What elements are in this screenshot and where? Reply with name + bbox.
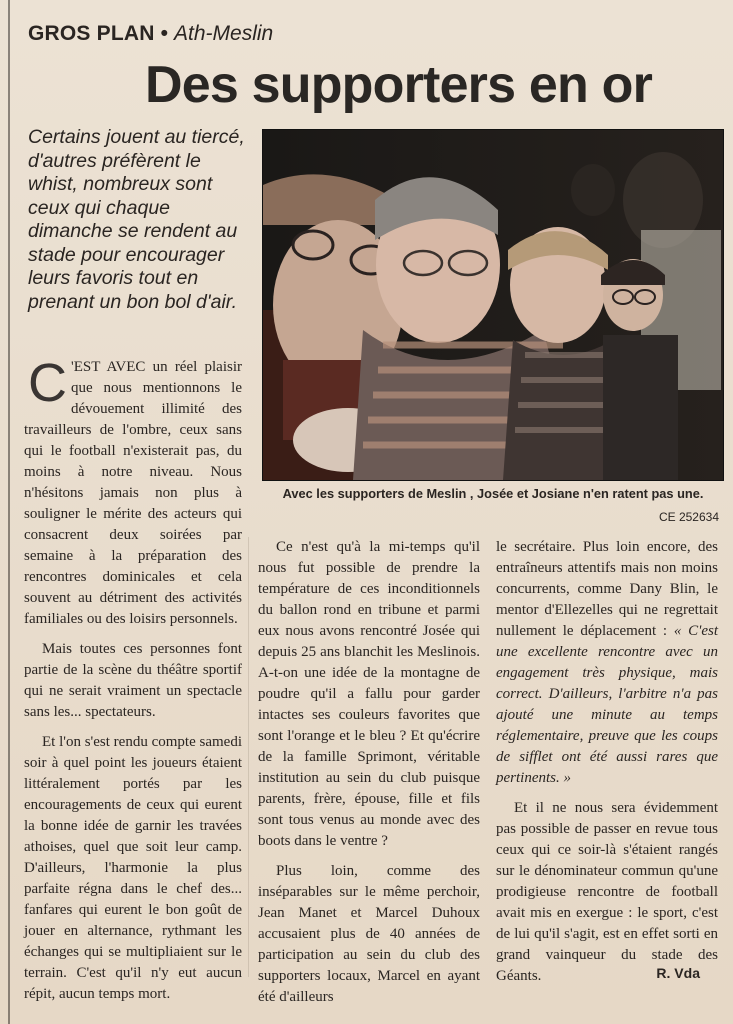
column-divider — [248, 537, 249, 977]
section-location: Ath-Meslin — [174, 22, 274, 45]
photo-reference: CE 252634 — [658, 510, 719, 524]
article-headline: Des supporters en or — [145, 56, 653, 114]
coach-quote: « C'est une excellente rencontre avec un engagement très physique, mais correct. D'ailleurs, l'arbitre n'a pas ajouté une minute au temps réglementaire, preuve que les coups de sifflet ont été aussi rares que pertinents. » — [496, 623, 718, 786]
photo-caption: Avec les supporters de Meslin , Josée et Josiane n'en ratent pas une. — [282, 486, 704, 501]
drop-cap: C — [28, 353, 67, 413]
paragraph: Ce n'est qu'à la mi-temps qu'il nous fut possible de prendre la température de ces inconditionnels du ballon rond en tribune et parmi eux nous avons rencontré Josée qui depuis 25 ans blanchit les Meslinois. A-t-on une idée de la montagne de poudre qu'il a fallu pour garder intactes ses couleurs favorites que sont l'orange et le bleu ? Et qu'écrire de la famille Sprimont, véritable institution au sein du club puisque parents, frère, épouse, fille et fils sont tous venus au monde avec des boots dans le ventre ? — [258, 539, 480, 849]
article-lead: Certains jouent au tiercé, d'autres préfèrent le whist, nombreux sont ceux qui chaque dimanche se rendent au stade pour encourager leurs favoris tout en prenant un bon bol d'air. — [28, 126, 245, 313]
paragraph — [496, 537, 718, 789]
paragraph — [24, 353, 242, 630]
paragraph: Et l'on s'est rendu compte samedi soir à quel point les joueurs étaient littéralement portés par les encouragements de ceux qui eurent la bonne idée de garnir les travées athoises, quel que soit leur camp. D'ailleurs, l'harmonie la plus parfaite régna dans le chef des... fanfares qui eurent le bon goût de jouer en alternance, rythmant les échanges qui se multipliaient sur le terrain. C'est qu'il n'y eut aucun répit, aucun temps mort. — [24, 734, 242, 1002]
paragraph-smallcaps: 'EST AVEC — [71, 359, 146, 375]
section-kicker: GROS PLAN — [28, 22, 155, 45]
bullet-separator: • — [160, 22, 169, 45]
section-header — [28, 22, 273, 46]
article-column-1 — [24, 353, 242, 1014]
article-column-3 — [496, 537, 718, 996]
paragraph-text: un réel plaisir que nous mentionnons le dévouement illimité des travailleurs de l'ombre, ceux sans qui le football n'existerait pas, du moins à notre niveau. Nous n'hésitons jamais non plus à souligner le mérite des acteurs qui consacrent deux soirées par semaine à la préparation des rencontres dominicales et cela souvent au détriment des activités familiales ou des loisirs personnels. — [24, 359, 242, 627]
supporters-photo-illustration — [263, 130, 723, 480]
paragraph: Mais toutes ces personnes font partie de la scène du théâtre sportif qui ne serait vraiment un spectacle sans les... spectateurs. — [24, 641, 242, 720]
paragraph-text: le secrétaire. Plus loin encore, des entraîneurs attentifs mais non moins concurrents, comme Dany Blin, le mentor d'Ellezelles qui ne regrettait nullement le déplacement : — [496, 539, 718, 639]
article-column-2 — [258, 537, 480, 1017]
author-signature: R. Vda — [656, 965, 700, 981]
paragraph: Et il ne nous sera évidemment pas possible de passer en revue tous ceux qui ce soir-là s'étaient rangés sur le dénominateur commun qu'une prodigieuse rencontre de football avait mis en exergue : le sport, c'est de lui qu'il s'agit, est en effet sorti en grand vainqueur du stade des Géants. — [496, 800, 718, 984]
article-photo — [262, 129, 724, 481]
page-edge-shadow — [8, 0, 10, 1024]
paragraph: Plus loin, comme des inséparables sur le même perchoir, Jean Manet et Marcel Duhoux accusaient plus de 40 années de participation au sein du club des supporters locaux, Marcel en ayant été d'ailleurs — [258, 863, 480, 1005]
